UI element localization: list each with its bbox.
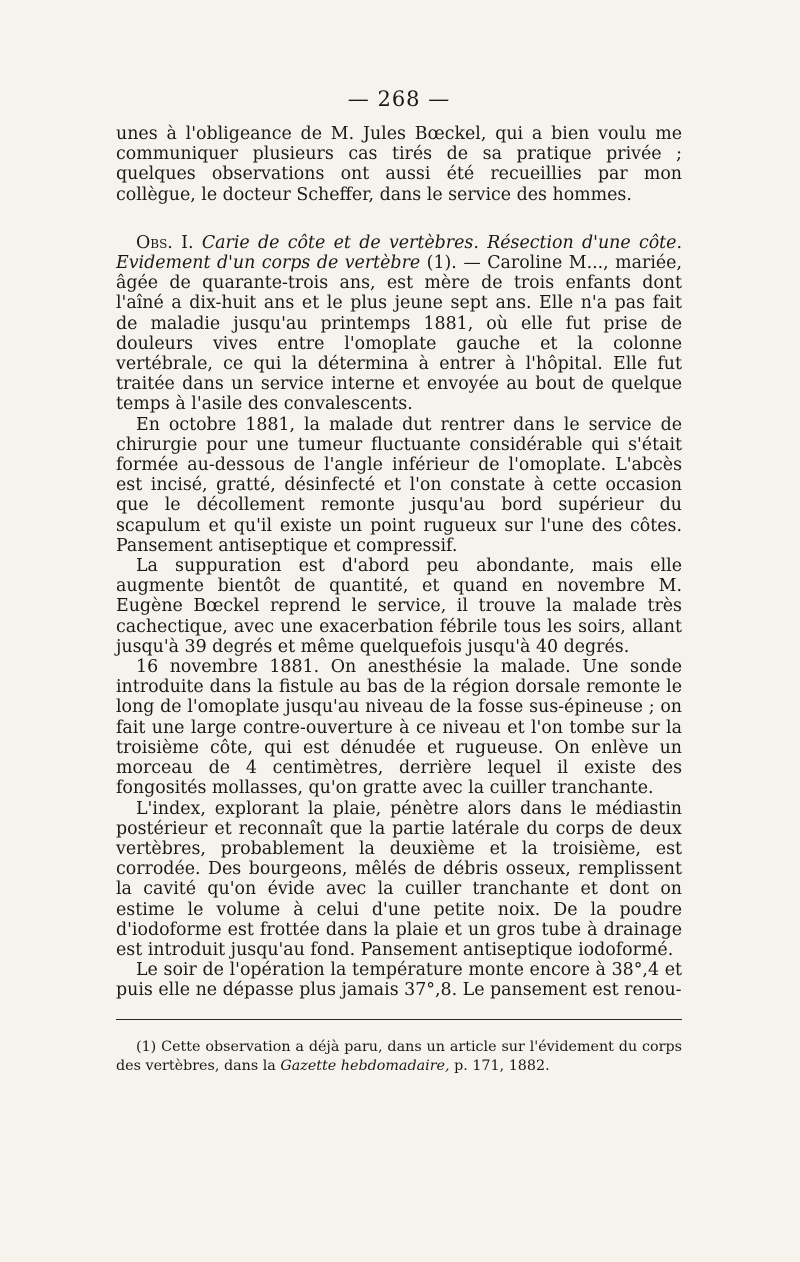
observation-heading-paragraph [116, 233, 682, 415]
observation-title: Carie de côte et de vertèbres. Résection d'une côte. Evidement d'un corps de vertèbre [116, 232, 682, 274]
paragraph-october: En octobre 1881, la malade dut rentrer dans le service de chirurgie pour une tumeur fluctuante considérable qui s'était formée au-dessous de l'angle inférieur de l'omoplate. L'abcès est incisé, gratté, désinfecté et l'on constate à cette occasion que le décollement remonte jusqu'au bord supérieur du scapulum et qu'il existe un point rugueux sur l'une des côtes. Pansement antiseptique et compressif. [116, 414, 682, 556]
footnote [116, 1038, 682, 1076]
observation-text: — Caroline M..., mariée, âgée de quarante-trois ans, est mère de trois enfants dont l'aîné a dix-huit ans et le plus jeune sept ans. Elle n'a pas fait de maladie jusqu'au printemps 1881, où elle fut prise de douleurs vives entre l'omoplate gauche et la colonne vertébrale, ce qui la détermina à entrer à l'hôpital. Elle fut traitée dans un service interne et envoyée au bout de quelque temps à l'asile des convalescents. [116, 253, 683, 415]
paragraph-november-16: 16 novembre 1881. On anesthésie la malade. Une sonde introduite dans la fistule au bas de la région dorsale remonte le long de l'omoplate jusqu'au niveau de la fosse sus-épineuse ; on fait une large contre-ouverture à ce niveau et l'on tombe sur la troisième côte, qui est dénudée et rugueuse. On enlève un morceau de 4 centimètres, derrière lequel il existe des fongosités mollasses, qu'on gratte avec la cuiller tranchante. [116, 657, 682, 799]
page-number: — 268 — [347, 87, 451, 111]
observation-label: Obs. I. [136, 232, 194, 253]
footnote-text: Cette observation a déjà paru, dans un article sur l'évidement du corps des vertèbres, dans la [116, 1038, 682, 1074]
footnote-citation: p. 171, 1882. [454, 1057, 550, 1074]
footnote-journal: Gazette hebdomadaire, [280, 1057, 450, 1074]
paragraph-evening-temperature: Le soir de l'opération la température monte encore à 38°,4 et puis elle ne dépasse plus jamais 37°,8. Le pansement est renou- [116, 960, 682, 1001]
footnote-mark: (1) [136, 1038, 157, 1055]
paragraph-index-exploration: L'index, explorant la plaie, pénètre alors dans le médiastin postérieur et reconnaît que la partie latérale du corps de deux vertèbres, probablement la deuxième et la troisième, est corrodée. Des bourgeons, mêlés de débris osseux, remplissent la cavité qu'on évide avec la cuiller tranchante et dont on estime le volume à celui d'une petite noix. De la poudre d'iodoforme est frottée dans la plaie et un gros tube à drainage est introduit jusqu'au fond. Pansement antiseptique iodoformé. [116, 798, 682, 960]
intro-paragraph: unes à l'obligeance de M. Jules Bœckel, qui a bien voulu me communiquer plusieurs cas tirés de sa pratique privée ; quelques observations ont aussi été recueillies par mon collègue, le docteur Scheffer, dans le service des hommes. [116, 124, 682, 205]
footnote-divider [116, 1019, 682, 1020]
footnote-reference: (1). [426, 253, 457, 274]
paragraph-suppuration: La suppuration est d'abord peu abondante, mais elle augmente bientôt de quantité, et quand en novembre M. Eugène Bœckel reprend le service, il trouve la malade très cachectique, avec une exacerbation fébrile tous les soirs, allant jusqu'à 39 degrés et même quelquefois jusqu'à 40 degrés. [116, 556, 682, 657]
book-page [116, 84, 682, 1076]
